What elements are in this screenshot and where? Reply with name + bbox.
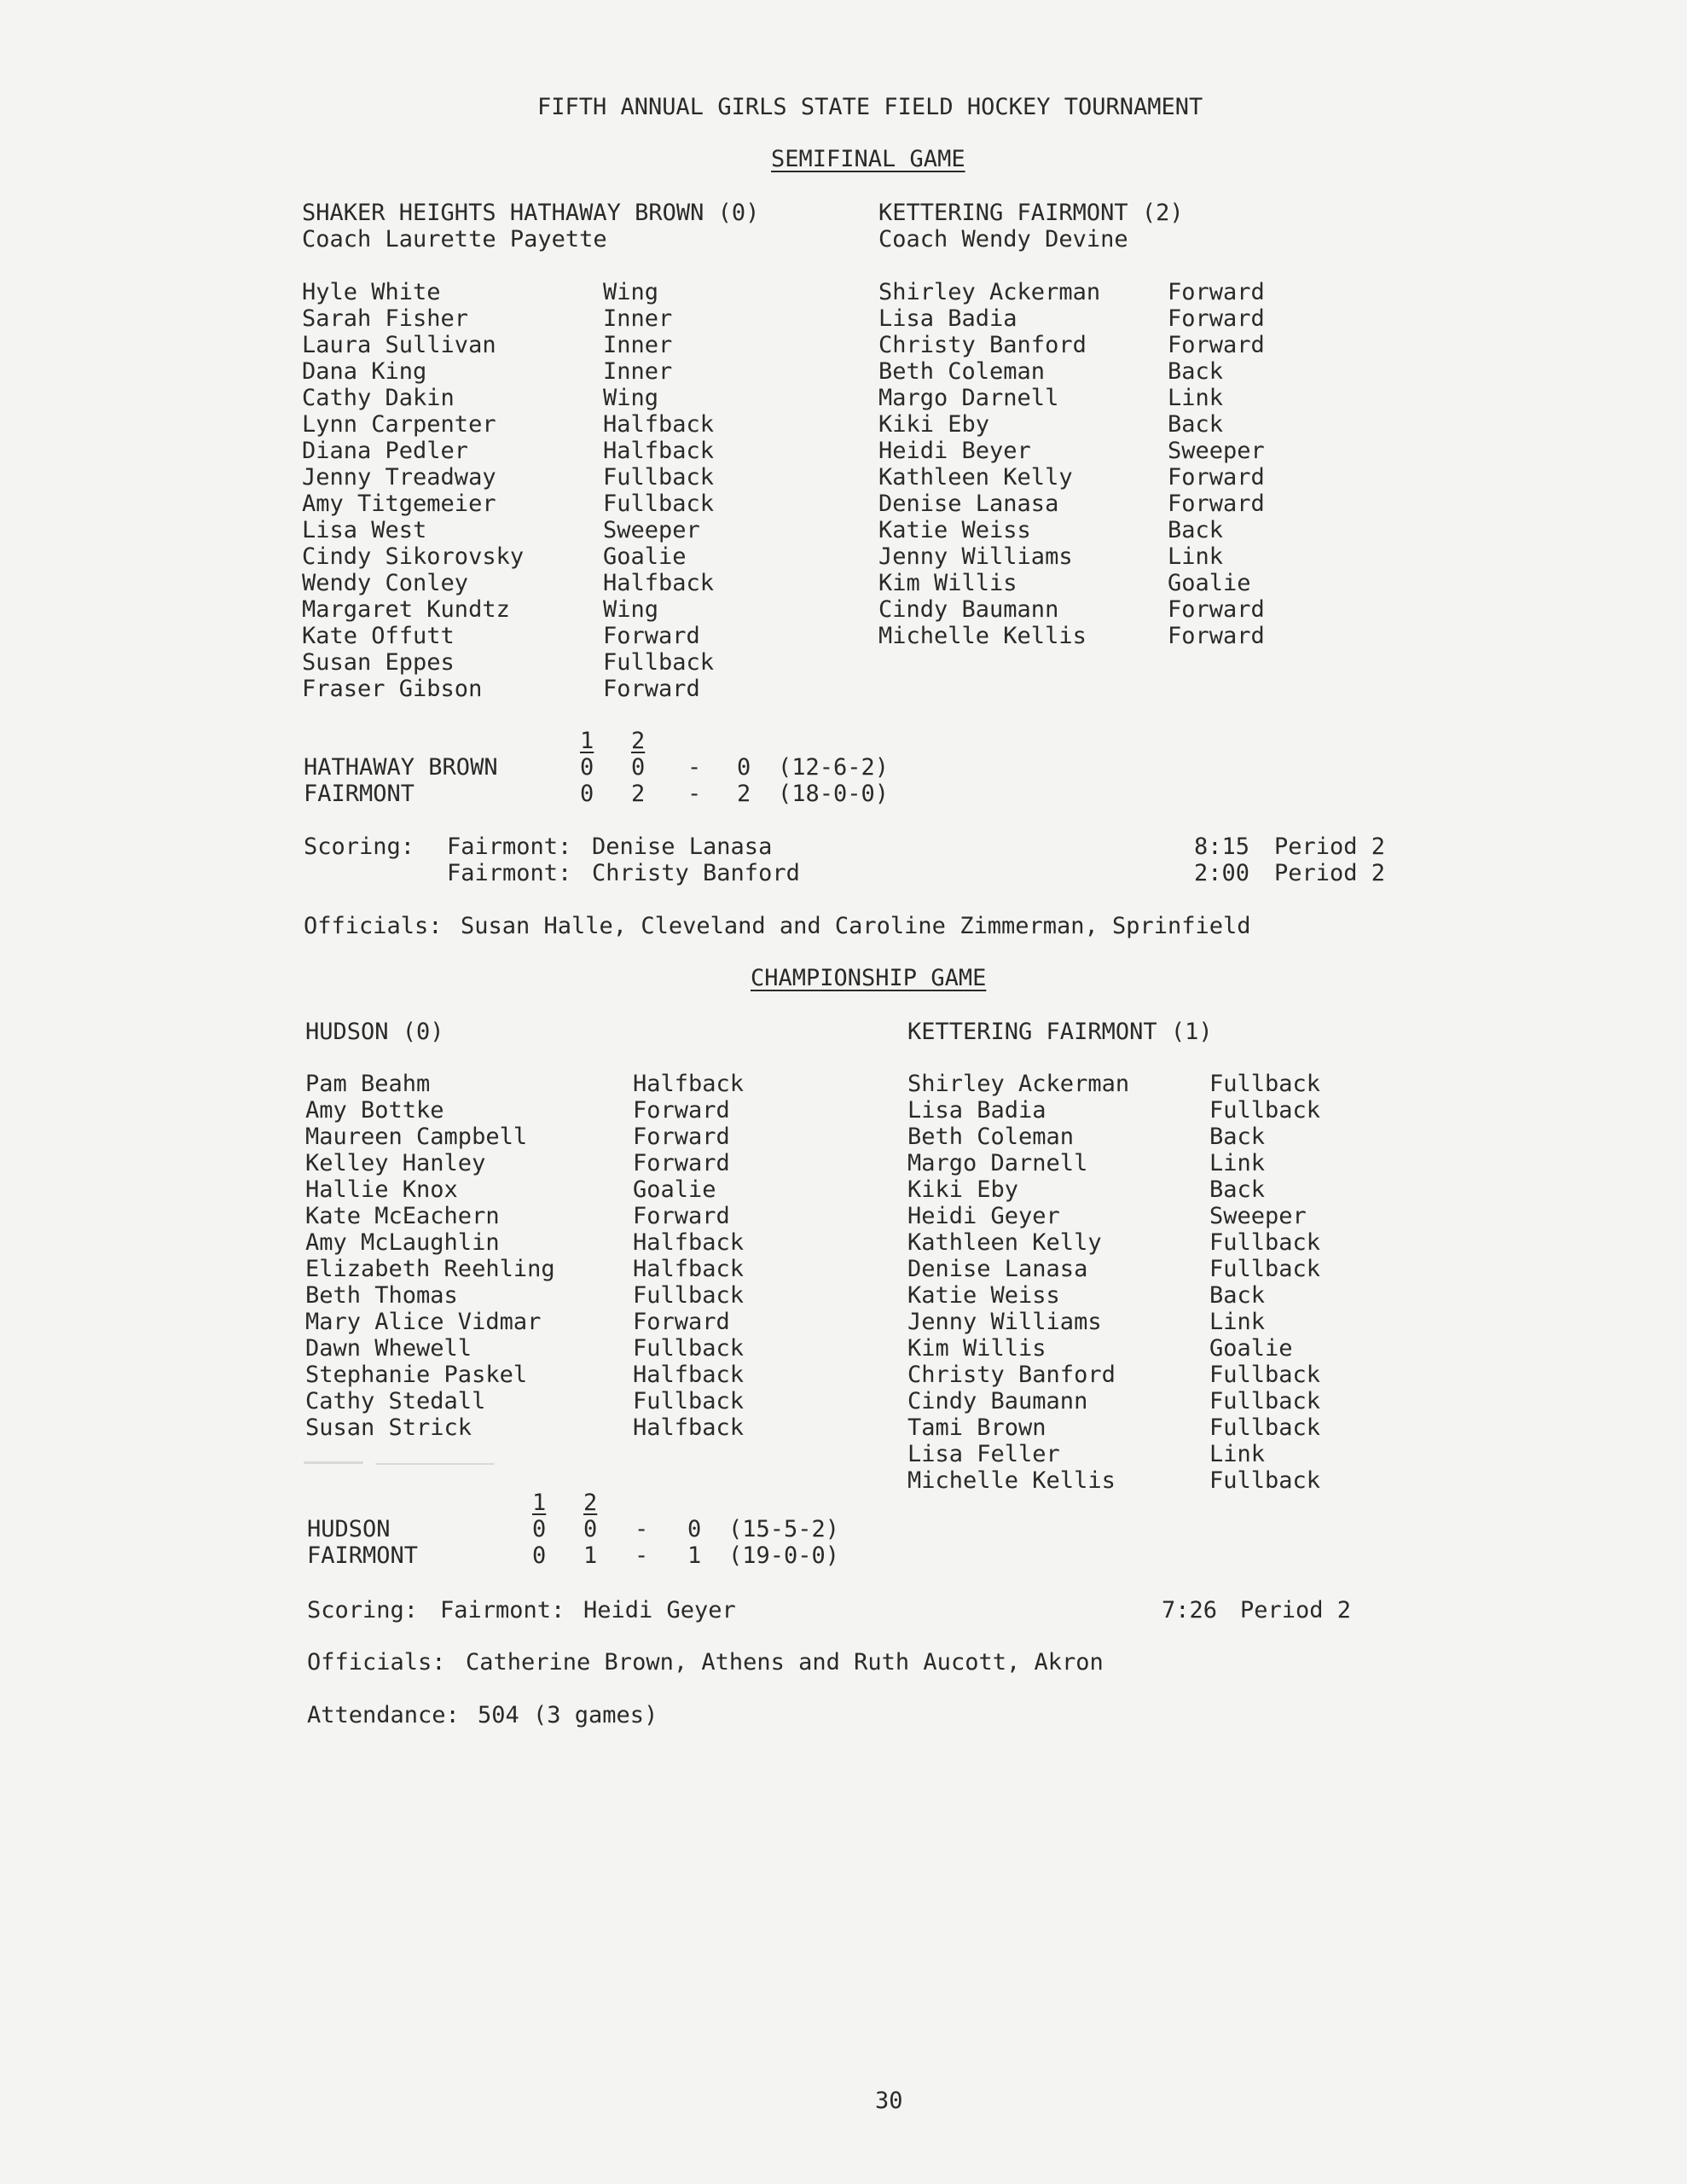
- player-position: Halfback: [603, 570, 715, 596]
- player-position: Forward: [603, 623, 700, 649]
- player-position: Wing: [603, 279, 659, 305]
- player-position: Halfback: [633, 1414, 745, 1441]
- championship-heading: CHAMPIONSHIP GAME: [751, 965, 987, 991]
- player-position: Fullback: [633, 1335, 745, 1362]
- player-name: Lisa West: [302, 517, 427, 543]
- player-name: Amy Bottke: [305, 1097, 444, 1124]
- player-name: Cathy Dakin: [302, 385, 455, 411]
- player-position: Goalie: [633, 1176, 716, 1203]
- semifinal-period-2-header: 2: [631, 728, 646, 754]
- player-name: Pam Beahm: [305, 1071, 431, 1097]
- semifinal-scoring-team: Fairmont:: [447, 860, 572, 886]
- player-position: Back: [1209, 1124, 1266, 1150]
- player-position: Link: [1209, 1150, 1266, 1176]
- player-position: Forward: [1168, 305, 1265, 332]
- player-position: Back: [1168, 358, 1224, 385]
- championship-period-1-header: 1: [532, 1490, 547, 1516]
- player-name: Kate McEachern: [305, 1203, 500, 1229]
- player-name: Cathy Stedall: [305, 1388, 486, 1414]
- championship-right-team-name: KETTERING FAIRMONT (1): [907, 1019, 1213, 1045]
- semifinal-score-p2: 0: [631, 754, 646, 781]
- player-position: Forward: [1168, 279, 1265, 305]
- player-position: Inner: [603, 332, 673, 358]
- player-name: Dawn Whewell: [305, 1335, 472, 1362]
- player-name: Kathleen Kelly: [878, 464, 1073, 491]
- player-position: Sweeper: [1209, 1203, 1307, 1229]
- player-position: Forward: [633, 1097, 730, 1124]
- player-name: Mary Alice Vidmar: [305, 1309, 542, 1335]
- player-name: Jenny Treadway: [302, 464, 496, 491]
- player-name: Beth Thomas: [305, 1282, 458, 1309]
- player-name: Michelle Kellis: [878, 623, 1087, 649]
- player-name: Susan Eppes: [302, 649, 455, 676]
- player-name: Hallie Knox: [305, 1176, 458, 1203]
- player-name: Diana Pedler: [302, 438, 469, 464]
- player-name: Kathleen Kelly: [907, 1229, 1102, 1256]
- semifinal-scoring-player: Denise Lanasa: [592, 834, 773, 860]
- semifinal-score-team: HATHAWAY BROWN: [304, 754, 498, 781]
- player-position: Halfback: [633, 1071, 745, 1097]
- semifinal-score-dash: -: [687, 781, 702, 807]
- player-name: Katie Weiss: [907, 1282, 1060, 1309]
- player-position: Goalie: [603, 543, 687, 570]
- player-name: Lynn Carpenter: [302, 411, 496, 438]
- semifinal-score-record: (12-6-2): [778, 754, 890, 781]
- player-name: Lisa Badia: [907, 1097, 1046, 1124]
- player-position: Forward: [1168, 332, 1265, 358]
- championship-score-record: (19-0-0): [728, 1542, 840, 1569]
- semifinal-score-total: 0: [737, 754, 751, 781]
- championship-officials: Catherine Brown, Athens and Ruth Aucott, Akron: [466, 1649, 1104, 1676]
- player-name: Christy Banford: [907, 1362, 1116, 1388]
- player-position: Back: [1209, 1282, 1266, 1309]
- player-name: Jenny Williams: [878, 543, 1073, 570]
- championship-score-team: HUDSON: [307, 1516, 391, 1542]
- player-position: Halfback: [633, 1362, 745, 1388]
- semifinal-score-p2: 2: [631, 781, 646, 807]
- semifinal-period-1-header: 1: [580, 728, 594, 754]
- championship-scoring-player: Heidi Geyer: [583, 1597, 736, 1623]
- player-name: Margo Darnell: [907, 1150, 1088, 1176]
- player-name: Fraser Gibson: [302, 676, 483, 702]
- player-position: Fullback: [1209, 1256, 1321, 1282]
- player-name: Katie Weiss: [878, 517, 1031, 543]
- player-name: Denise Lanasa: [878, 491, 1059, 517]
- player-position: Link: [1168, 543, 1224, 570]
- document-title: FIFTH ANNUAL GIRLS STATE FIELD HOCKEY TOURNAMENT: [537, 94, 1203, 120]
- player-position: Link: [1209, 1441, 1266, 1467]
- player-position: Fullback: [603, 491, 715, 517]
- player-position: Fullback: [1209, 1229, 1321, 1256]
- championship-score-p2: 1: [583, 1542, 598, 1569]
- championship-score-total: 0: [687, 1516, 702, 1542]
- championship-score-p1: 0: [532, 1516, 547, 1542]
- player-name: Hyle White: [302, 279, 441, 305]
- player-position: Forward: [633, 1309, 730, 1335]
- semifinal-score-team: FAIRMONT: [304, 781, 415, 807]
- player-position: Fullback: [1209, 1388, 1321, 1414]
- player-name: Kim Willis: [907, 1335, 1046, 1362]
- championship-officials-label: Officials:: [307, 1649, 446, 1676]
- semifinal-score-p1: 0: [580, 781, 594, 807]
- player-name: Beth Coleman: [878, 358, 1046, 385]
- championship-score-p1: 0: [532, 1542, 547, 1569]
- championship-scoring-team: Fairmont:: [440, 1597, 565, 1623]
- player-name: Amy Titgemeier: [302, 491, 496, 517]
- semifinal-scoring-time: 2:00: [1194, 860, 1250, 886]
- player-name: Beth Coleman: [907, 1124, 1075, 1150]
- player-position: Wing: [603, 385, 659, 411]
- player-position: Halfback: [603, 438, 715, 464]
- semifinal-scoring-period: Period 2: [1274, 834, 1386, 860]
- semifinal-score-dash: -: [687, 754, 702, 781]
- player-name: Dana King: [302, 358, 427, 385]
- player-name: Heidi Beyer: [878, 438, 1031, 464]
- championship-score-dash: -: [635, 1542, 649, 1569]
- player-name: Elizabeth Reehling: [305, 1256, 555, 1282]
- semifinal-scoring-label: Scoring:: [304, 834, 415, 860]
- player-position: Fullback: [603, 464, 715, 491]
- championship-scoring-period: Period 2: [1240, 1597, 1352, 1623]
- player-name: Sarah Fisher: [302, 305, 469, 332]
- semifinal-left-coach: Coach Laurette Payette: [302, 226, 607, 253]
- player-position: Fullback: [633, 1388, 745, 1414]
- player-position: Forward: [1168, 623, 1265, 649]
- player-name: Lisa Feller: [907, 1441, 1060, 1467]
- player-position: Wing: [603, 596, 659, 623]
- player-position: Halfback: [633, 1229, 745, 1256]
- championship-score-team: FAIRMONT: [307, 1542, 419, 1569]
- semifinal-score-total: 2: [737, 781, 751, 807]
- attendance-value: 504 (3 games): [478, 1702, 658, 1728]
- player-position: Halfback: [603, 411, 715, 438]
- semifinal-right-team-name: KETTERING FAIRMONT (2): [878, 200, 1184, 226]
- player-name: Kelley Hanley: [305, 1150, 486, 1176]
- championship-score-dash: -: [635, 1516, 649, 1542]
- player-name: Susan Strick: [305, 1414, 472, 1441]
- player-position: Back: [1168, 411, 1224, 438]
- player-position: Forward: [1168, 596, 1265, 623]
- player-position: Inner: [603, 358, 673, 385]
- semifinal-scoring-time: 8:15: [1194, 834, 1250, 860]
- scan-smudge: [375, 1463, 495, 1465]
- championship-score-record: (15-5-2): [728, 1516, 840, 1542]
- player-name: Cindy Baumann: [907, 1388, 1088, 1414]
- player-name: Cindy Sikorovsky: [302, 543, 525, 570]
- player-name: Wendy Conley: [302, 570, 469, 596]
- scan-smudge: [304, 1461, 363, 1464]
- semifinal-heading: SEMIFINAL GAME: [771, 146, 965, 172]
- semifinal-left-team-name: SHAKER HEIGHTS HATHAWAY BROWN (0): [302, 200, 760, 226]
- player-name: Amy McLaughlin: [305, 1229, 500, 1256]
- player-position: Forward: [633, 1150, 730, 1176]
- player-position: Link: [1168, 385, 1224, 411]
- player-position: Back: [1209, 1176, 1266, 1203]
- player-name: Denise Lanasa: [907, 1256, 1088, 1282]
- player-position: Back: [1168, 517, 1224, 543]
- player-position: Fullback: [1209, 1467, 1321, 1494]
- player-name: Kiki Eby: [878, 411, 990, 438]
- player-position: Fullback: [1209, 1071, 1321, 1097]
- semifinal-scoring-period: Period 2: [1274, 860, 1386, 886]
- player-position: Halfback: [633, 1256, 745, 1282]
- player-name: Shirley Ackerman: [907, 1071, 1130, 1097]
- player-position: Sweeper: [1168, 438, 1265, 464]
- attendance-label: Attendance:: [307, 1702, 460, 1728]
- semifinal-scoring-team: Fairmont:: [447, 834, 572, 860]
- player-position: Fullback: [1209, 1097, 1321, 1124]
- player-position: Forward: [633, 1203, 730, 1229]
- player-position: Forward: [1168, 491, 1265, 517]
- player-position: Forward: [1168, 464, 1265, 491]
- player-position: Fullback: [633, 1282, 745, 1309]
- player-name: Michelle Kellis: [907, 1467, 1116, 1494]
- player-name: Heidi Geyer: [907, 1203, 1060, 1229]
- player-name: Maureen Campbell: [305, 1124, 528, 1150]
- player-position: Sweeper: [603, 517, 700, 543]
- player-position: Goalie: [1168, 570, 1251, 596]
- player-position: Forward: [603, 676, 700, 702]
- player-position: Inner: [603, 305, 673, 332]
- championship-score-total: 1: [687, 1542, 702, 1569]
- championship-left-team-name: HUDSON (0): [305, 1019, 444, 1045]
- player-name: Margo Darnell: [878, 385, 1059, 411]
- player-name: Tami Brown: [907, 1414, 1046, 1441]
- player-position: Goalie: [1209, 1335, 1293, 1362]
- player-position: Forward: [633, 1124, 730, 1150]
- player-name: Kiki Eby: [907, 1176, 1019, 1203]
- player-name: Laura Sullivan: [302, 332, 496, 358]
- player-position: Fullback: [1209, 1414, 1321, 1441]
- player-name: Cindy Baumann: [878, 596, 1059, 623]
- page-number: 30: [875, 2088, 903, 2114]
- championship-period-2-header: 2: [583, 1490, 598, 1516]
- semifinal-officials-label: Officials:: [304, 913, 443, 939]
- player-position: Link: [1209, 1309, 1266, 1335]
- championship-score-p2: 0: [583, 1516, 598, 1542]
- player-name: Jenny Williams: [907, 1309, 1102, 1335]
- semifinal-officials: Susan Halle, Cleveland and Caroline Zimmerman, Sprinfield: [461, 913, 1251, 939]
- player-name: Christy Banford: [878, 332, 1087, 358]
- player-name: Stephanie Paskel: [305, 1362, 528, 1388]
- semifinal-right-coach: Coach Wendy Devine: [878, 226, 1128, 253]
- semifinal-score-p1: 0: [580, 754, 594, 781]
- player-position: Fullback: [1209, 1362, 1321, 1388]
- player-name: Kate Offutt: [302, 623, 455, 649]
- player-name: Margaret Kundtz: [302, 596, 510, 623]
- semifinal-score-record: (18-0-0): [778, 781, 890, 807]
- player-position: Fullback: [603, 649, 715, 676]
- player-name: Lisa Badia: [878, 305, 1017, 332]
- championship-scoring-time: 7:26: [1162, 1597, 1218, 1623]
- semifinal-scoring-player: Christy Banford: [592, 860, 800, 886]
- player-name: Kim Willis: [878, 570, 1017, 596]
- championship-scoring-label: Scoring:: [307, 1597, 419, 1623]
- player-name: Shirley Ackerman: [878, 279, 1101, 305]
